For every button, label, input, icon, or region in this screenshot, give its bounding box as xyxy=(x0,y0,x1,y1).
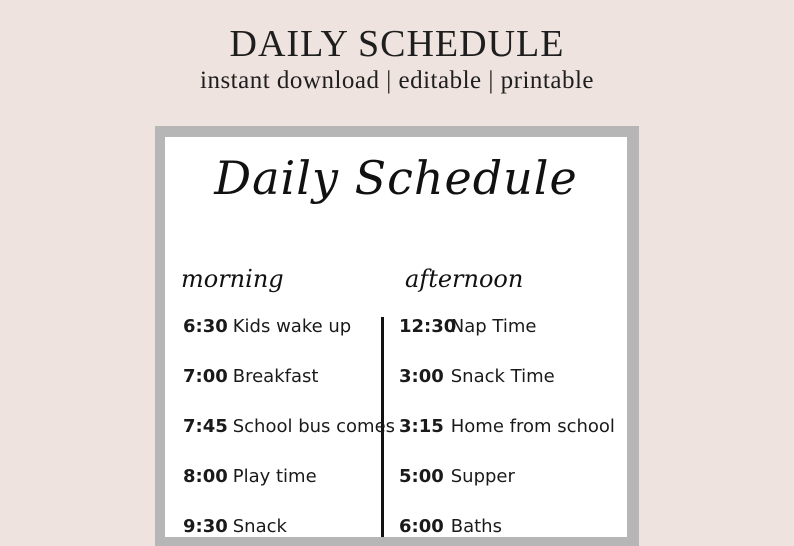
schedule-time: 3:00 xyxy=(399,366,444,387)
schedule-row xyxy=(183,415,395,465)
page-title: DAILY SCHEDULE xyxy=(229,23,565,65)
schedule-activity: Nap Time xyxy=(450,316,537,337)
schedule-row xyxy=(183,515,395,537)
schedule-activity: Home from school xyxy=(450,416,615,437)
schedule-time: 8:00 xyxy=(183,466,228,487)
schedule-time: 9:30 xyxy=(183,516,228,537)
schedule-activity: Snack xyxy=(232,516,287,537)
afternoon-heading: afternoon xyxy=(405,265,524,293)
morning-list xyxy=(183,315,395,537)
schedule-row xyxy=(183,365,395,415)
schedule-row xyxy=(183,465,395,515)
page-subtitle: instant download | editable | printable xyxy=(200,67,594,94)
schedule-row xyxy=(399,415,615,465)
schedule-activity: Kids wake up xyxy=(232,316,352,337)
schedule-time: 7:00 xyxy=(183,366,228,387)
schedule-activity: Snack Time xyxy=(450,366,555,387)
sheet-title: Daily Schedule xyxy=(214,151,578,205)
schedule-time: 7:45 xyxy=(183,416,228,437)
schedule-row xyxy=(399,315,615,365)
schedule-time: 6:30 xyxy=(183,316,228,337)
schedule-row xyxy=(183,315,395,365)
schedule-row xyxy=(399,515,615,537)
schedule-sheet xyxy=(165,137,627,537)
schedule-activity: Play time xyxy=(232,466,317,487)
schedule-row xyxy=(399,365,615,415)
schedule-activity: Breakfast xyxy=(232,366,319,387)
morning-heading: morning xyxy=(181,265,284,293)
afternoon-list xyxy=(399,315,615,537)
schedule-time: 6:00 xyxy=(399,516,444,537)
schedule-activity: Supper xyxy=(450,466,515,487)
schedule-activity: Baths xyxy=(450,516,502,537)
schedule-time: 3:15 xyxy=(399,416,444,437)
schedule-time: 5:00 xyxy=(399,466,444,487)
schedule-time: 12:30 xyxy=(399,316,457,337)
schedule-row xyxy=(399,465,615,515)
schedule-activity: School bus comes xyxy=(232,416,396,437)
